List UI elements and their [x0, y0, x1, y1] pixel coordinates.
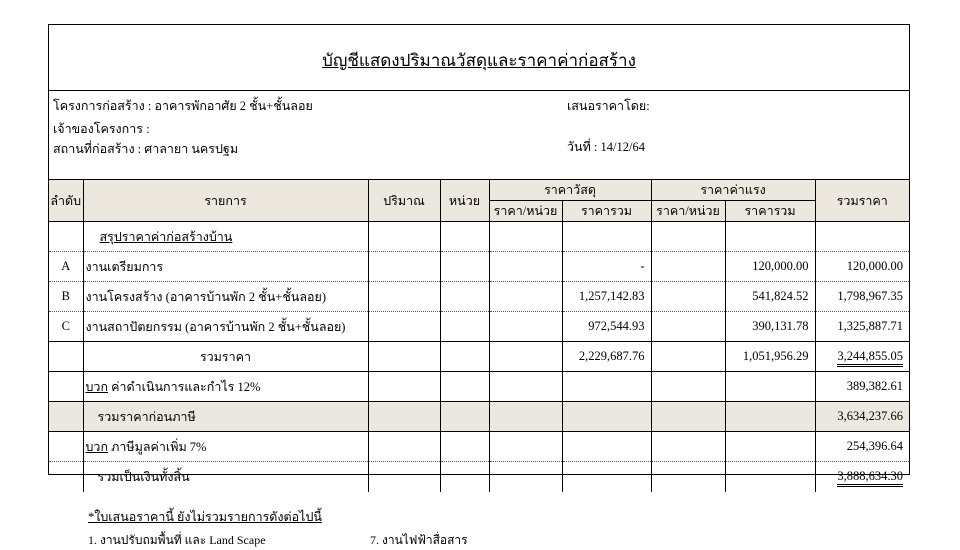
quotation-sheet: [48, 24, 910, 484]
header-labor: ราคาค่าแรง: [651, 180, 815, 201]
vat-label: ภาษีมูลค่าเพิ่ม 7%: [111, 439, 207, 454]
overhead-row: [49, 372, 909, 402]
row-sum: 120,000.00: [815, 252, 909, 282]
section-title: สรุปราคาค่าก่อสร้างบ้าน: [99, 229, 233, 244]
overhead-label: ค่าดำเนินการและกำไร 12%: [111, 379, 261, 394]
subtotal-material: 2,229,687.76: [562, 342, 651, 372]
project-name: โครงการก่อสร้าง : อาคารพักอาศัย 2 ชั้น+ชั้นลอย: [53, 99, 313, 113]
vat-prefix: บวก: [85, 439, 109, 454]
cost-table: [49, 179, 909, 492]
row-sum: 1,798,967.35: [815, 282, 909, 312]
construction-site: สถานที่ก่อสร้าง : ศาลายา นครปฐม: [53, 142, 239, 156]
section-row: [49, 222, 909, 252]
title-row: [49, 25, 909, 91]
quote-date: วันที่ : 14/12/64: [567, 140, 645, 154]
subtotal-label: รวมราคา: [83, 342, 368, 372]
subtotal-row: [49, 342, 909, 372]
row-material-total: -: [562, 252, 651, 282]
exclusion-item-1: 1. งานปรับถมพื้นที่ และ Land Scape: [88, 533, 266, 547]
exclusion-note-heading: *ใบเสนอราคานี้ ยังไม่รวมรายการดังต่อไปนี้: [88, 510, 322, 524]
header-unit: หน่วย: [440, 180, 489, 222]
row-no: B: [49, 282, 83, 312]
vat-sum: 254,396.64: [815, 432, 909, 462]
row-no: C: [49, 312, 83, 342]
before-tax-label: รวมราคาก่อนภาษี: [83, 402, 368, 432]
overhead-sum: 389,382.61: [815, 372, 909, 402]
row-sum: 1,325,887.71: [815, 312, 909, 342]
exclusion-item-7: 7. งานไฟฟ้าสื่อสาร: [370, 533, 468, 547]
grand-total-row: [49, 462, 909, 492]
before-tax-sum: 3,634,237.66: [815, 402, 909, 432]
table-row: [49, 312, 909, 342]
row-no: A: [49, 252, 83, 282]
row-labor-total: 120,000.00: [725, 252, 815, 282]
row-material-total: 972,544.93: [562, 312, 651, 342]
header-labor-total: ราคารวม: [725, 201, 815, 222]
grand-total-sum: 3,888,634.30: [837, 469, 903, 487]
document-title: บัญชีแสดงปริมาณวัสดุและราคาค่าก่อสร้าง: [322, 51, 636, 70]
header-material-total: ราคารวม: [562, 201, 651, 222]
overhead-prefix: บวก: [85, 379, 109, 394]
table-row: [49, 252, 909, 282]
row-item: งานสถาปัตยกรรม (อาคารบ้านพัก 2 ชั้น+ชั้นลอย): [83, 312, 368, 342]
subtotal-sum: 3,244,855.05: [837, 349, 903, 367]
header-qty: ปริมาณ: [368, 180, 440, 222]
header-grand-total: รวมราคา: [815, 180, 909, 222]
row-labor-total: 390,131.78: [725, 312, 815, 342]
offered-by: เสนอราคาโดย:: [567, 99, 650, 113]
table-row: [49, 282, 909, 312]
subtotal-labor: 1,051,956.29: [725, 342, 815, 372]
header-item: รายการ: [83, 180, 368, 222]
vat-row: [49, 432, 909, 462]
row-item: งานเตรียมการ: [83, 252, 368, 282]
row-labor-total: 541,824.52: [725, 282, 815, 312]
grand-total-label: รวมเป็นเงินทั้งสิ้น: [83, 462, 368, 492]
header-no: ลำดับ: [49, 180, 83, 222]
header-material: ราคาวัสดุ: [489, 180, 651, 201]
project-owner: เจ้าของโครงการ :: [53, 122, 150, 136]
row-material-total: 1,257,142.83: [562, 282, 651, 312]
header-labor-unit-price: ราคา/หน่วย: [651, 201, 725, 222]
header-material-unit-price: ราคา/หน่วย: [489, 201, 562, 222]
row-item: งานโครงสร้าง (อาคารบ้านพัก 2 ชั้น+ชั้นลอย): [83, 282, 368, 312]
before-tax-row: [49, 402, 909, 432]
